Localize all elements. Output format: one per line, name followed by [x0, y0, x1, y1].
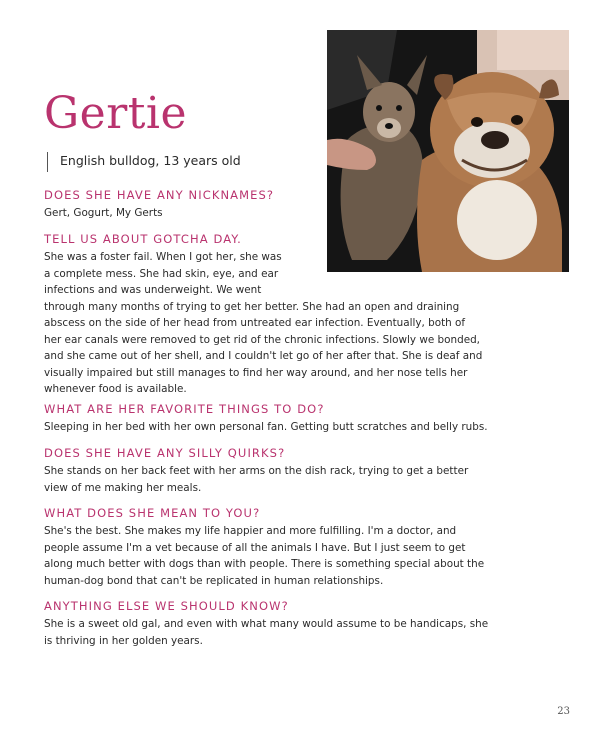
- answer-line: She stands on her back feet with her arms on the dish rack, trying to get a better: [44, 465, 469, 477]
- answer-line: She was a foster fail. When I got her, she was: [44, 251, 282, 263]
- qa-nicknames: [44, 188, 274, 222]
- question-heading: WHAT ARE HER FAVORITE THINGS TO DO?: [44, 402, 325, 416]
- answer-line: whenever food is available.: [44, 383, 187, 395]
- answer-line: people assume I'm a vet because of all the animals I have. But I just seem to get: [44, 541, 466, 554]
- answer-text: [44, 463, 468, 496]
- qa-favorite-things: [44, 402, 488, 436]
- page-number: 23: [557, 706, 570, 717]
- question-heading: WHAT DOES SHE MEAN TO YOU?: [44, 506, 261, 520]
- answer-line: She's the best. She makes my life happier and more fulfilling. I'm a doctor, and: [44, 525, 457, 537]
- answer-text: [44, 616, 488, 649]
- answer-line: a complete mess. She had skin, eye, and ear: [44, 267, 279, 280]
- page-title: Gertie: [44, 88, 188, 139]
- answer-text: [44, 249, 482, 398]
- answer-line: her ear canals were removed to get rid of the chronic infections. Slowly we bonded,: [44, 333, 480, 346]
- qa-silly-quirks: [44, 446, 468, 496]
- dog-subtitle: English bulldog, 13 years old: [60, 153, 241, 168]
- answer-line: infections and was underweight. We went: [44, 284, 262, 296]
- answer-text: [44, 523, 484, 589]
- qa-gotcha-day: [44, 232, 482, 398]
- answer-line: along much better with dogs than with people. There is something special about the: [44, 558, 485, 570]
- question-heading: ANYTHING ELSE WE SHOULD KNOW?: [44, 599, 289, 613]
- answer-line: view of me making her meals.: [44, 481, 202, 494]
- qa-meaning: [44, 506, 484, 589]
- answer-text: Sleeping in her bed with her own personal fan. Getting butt scratches and belly rubs.: [44, 421, 488, 433]
- answer-text: Gert, Gogurt, My Gerts: [44, 207, 163, 219]
- question-heading: DOES SHE HAVE ANY SILLY QUIRKS?: [44, 446, 286, 460]
- answer-line: She is a sweet old gal, and even with what many would assume to be handicaps, she: [44, 618, 489, 630]
- answer-line: human-dog bond that can't be replicated in human relationships.: [44, 574, 384, 587]
- question-heading: DOES SHE HAVE ANY NICKNAMES?: [44, 188, 275, 202]
- answer-line: visually impaired but still manages to find her way around, and her nose tells her: [44, 366, 468, 379]
- answer-line: and she came out of her shell, and I couldn't let go of her after that. She is deaf and: [44, 350, 483, 362]
- answer-line: through many months of trying to get her better. She had an open and draining: [44, 300, 460, 313]
- answer-line: abscess on the side of her head from untreated ear infection. Eventually, both of: [44, 317, 466, 329]
- qa-anything-else: [44, 599, 488, 649]
- question-heading: TELL US ABOUT GOTCHA DAY.: [44, 232, 242, 246]
- subtitle-divider: [47, 152, 48, 172]
- answer-line: is thriving in her golden years.: [44, 634, 203, 647]
